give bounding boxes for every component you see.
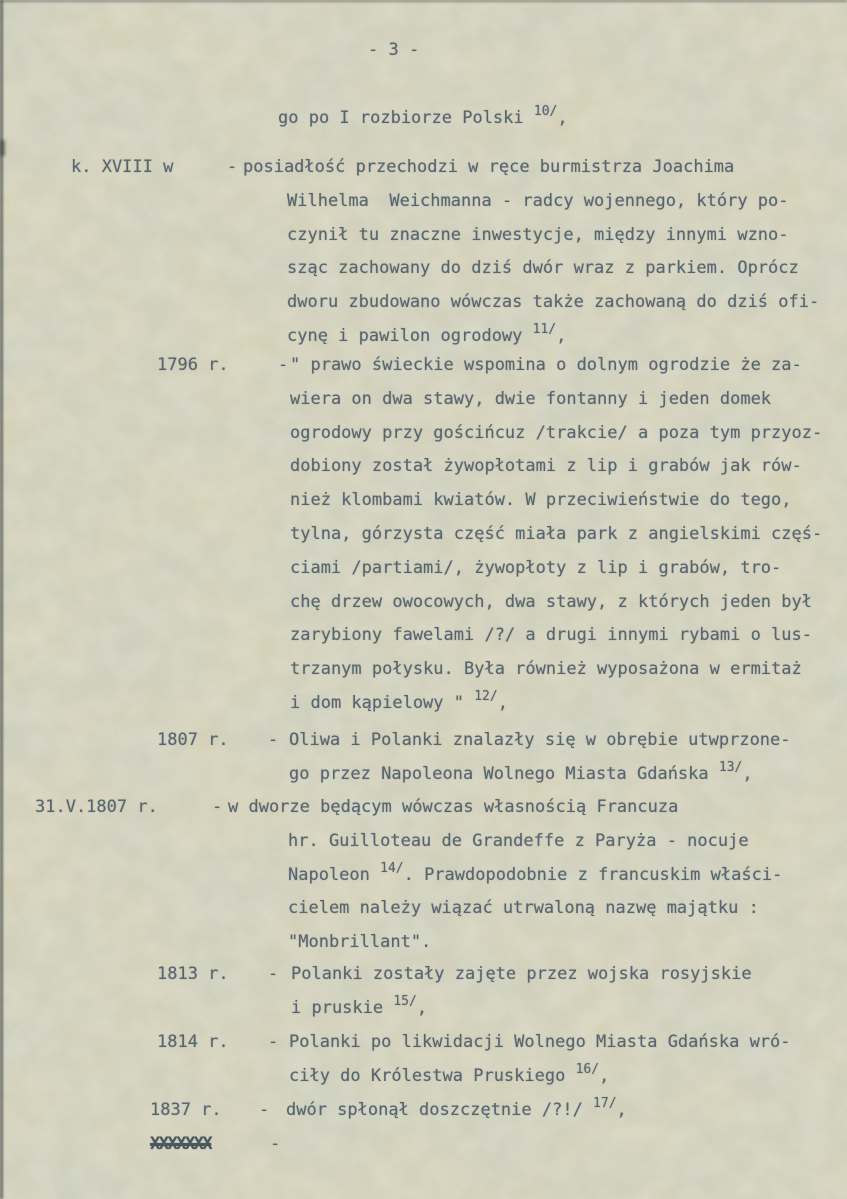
text-segment: trzanym połysku. Była również wyposażona w ermitaż (290, 659, 802, 680)
text-segment: i dom kąpielowy " (290, 692, 475, 713)
text-segment: , (416, 997, 428, 1018)
entry-date-label: 1813 r. (157, 964, 229, 984)
entry-text-line (287, 286, 847, 320)
footnote-ref: 12/ (474, 688, 498, 704)
entry-body (286, 1094, 847, 1128)
scan-smudge (0, 140, 5, 156)
entry-text-line (288, 825, 847, 859)
text-segment: cielem należy wiązać utrwaloną nazwę majątku : (288, 898, 759, 919)
entry-text-line (243, 151, 847, 185)
text-segment: cynę i pawilon ogrodowy (287, 325, 533, 346)
footnote-ref: 17/ (593, 1096, 617, 1111)
entry-text-line (291, 958, 847, 992)
text-segment: ciły do Królestwa Pruskiego (289, 1065, 576, 1086)
text-segment: , (599, 1065, 610, 1086)
text-segment: Polanki po likwidacji Wolnego Miasta Gdańska wró- (289, 1032, 791, 1052)
timeline-entry (0, 958, 847, 1026)
entry-date-label: 1837 r. (150, 1100, 222, 1120)
entry-text-line (290, 653, 847, 687)
timeline-entry (0, 151, 847, 354)
entry-date-label: 1807 r. (157, 730, 229, 750)
entry-dash: - (268, 730, 279, 750)
footnote-ref: 13/ (718, 759, 743, 775)
text-segment: , (497, 692, 508, 713)
entry-dash: - (268, 1032, 279, 1052)
text-segment: Oliwa i Polanki znalazły się w obrębie utwprzone- (289, 730, 791, 750)
text-segment: tylna, górzysta część miała park z angielskimi częś- (290, 523, 823, 544)
entry-date-label: k. XVIII w (71, 157, 174, 177)
entry-text-line (289, 1026, 847, 1060)
entry-date-label: 1796 r. (157, 355, 229, 375)
entry-body (228, 791, 847, 960)
entry-dash: - (227, 157, 238, 177)
entry-dash: - (268, 964, 279, 984)
entry-text-line (287, 219, 847, 253)
entry-text-line (290, 349, 847, 383)
scan-edge-left (0, 0, 3, 1199)
footnote-ref: 11/ (532, 321, 557, 337)
entry-dash: - (270, 1134, 281, 1154)
entry-text-line (287, 252, 847, 286)
entry-dash: - (212, 797, 223, 817)
text-segment: go przez Napoleona Wolnego Miasta Gdańska (289, 763, 719, 784)
text-segment: , (557, 108, 568, 128)
text-segment: hr. Guilloteau de Grandeffe z Paryża - nocuje (288, 830, 749, 851)
entry-text-line (291, 992, 847, 1026)
entry-text-line (290, 383, 847, 417)
timeline-entry (0, 1094, 847, 1128)
footnote-ref: 14/ (380, 860, 404, 876)
timeline-entry (0, 791, 847, 960)
text-segment: , (616, 1100, 627, 1120)
text-segment: nież klombami kwiatów. W przeciwieństwie do tego, (290, 490, 792, 511)
text-segment: go po I rozbiorze Polski (278, 108, 534, 128)
text-segment: ciami /partiami/, żywopłoty z lip i grabów, tro- (290, 557, 782, 578)
text-segment: . Prawdopodobnie z francuskim właści- (403, 864, 783, 885)
entry-dash: - (278, 355, 289, 375)
text-segment: wiera on dwa stawy, dwie fontanny i jeden domek (290, 388, 772, 409)
text-segment: , (556, 325, 567, 346)
timeline-entry (0, 349, 847, 721)
entry-text-line (290, 518, 847, 552)
footnote-ref: 10/ (533, 104, 558, 119)
text-segment: dworu zbudowano wówczas także zachowaną do dziś ofi- (287, 292, 820, 313)
text-segment: zarybiony fawelami /?/ a drugi innymi rybami o lus- (290, 625, 812, 646)
text-segment: , (742, 763, 753, 784)
intro-continuation-line (278, 102, 568, 136)
text-segment: w dworze będącym wówczas własnością Francuza (228, 797, 679, 817)
entry-body (289, 724, 847, 792)
page-number: - 3 - (368, 40, 420, 60)
text-segment: Napoleon (288, 864, 381, 885)
entry-text-line (289, 1060, 847, 1094)
text-segment: posiadłość przechodzi w ręce burmistrza Joachima (243, 157, 735, 177)
timeline-entry (0, 724, 847, 792)
text-segment: dobiony został żywopłotami z lip i grabów jak rów- (290, 456, 802, 477)
entry-body (291, 958, 847, 1026)
entry-text-line (290, 586, 847, 620)
entry-text-line (290, 619, 847, 653)
entry-text-line (290, 484, 847, 518)
entry-text-line (288, 926, 847, 960)
text-segment: chę drzew owocowych, dwa stawy, z których jeden był (290, 591, 812, 612)
entry-date-label: 31.V.1807 r. (35, 797, 158, 817)
footnote-ref: 15/ (393, 993, 417, 1009)
entry-text-line (288, 859, 847, 893)
text-segment: i pruskie (291, 997, 394, 1018)
entry-text-line (289, 724, 847, 758)
text-segment: Polanki zostały zajęte przez wojska rosyjskie (291, 964, 752, 984)
entry-dash: - (259, 1100, 270, 1120)
entry-text-line (228, 791, 847, 825)
entry-date-label: XXXXXXX (150, 1134, 212, 1154)
entry-text-line (290, 687, 847, 721)
entry-text-line (290, 450, 847, 484)
entry-body (289, 1026, 847, 1094)
entry-text-line (288, 892, 847, 926)
entry-text-line (287, 185, 847, 219)
text-segment: sząc zachowany do dziś dwór wraz z parkiem. Oprócz (287, 258, 799, 279)
text-segment: "Monbrillant". (288, 932, 432, 953)
text-segment: czynił tu znaczne inwestycje, między innymi wzno- (287, 224, 789, 245)
scan-edge-top (0, 0, 847, 2)
entry-body (243, 151, 847, 354)
text-segment: Wilhelma Weichmanna - radcy wojennego, który po- (287, 190, 789, 211)
entry-text-line (286, 1094, 847, 1128)
entry-text-line (289, 758, 847, 792)
entry-date-label: 1814 r. (157, 1032, 229, 1052)
text-segment: ogrodowy przy gościńcuz /trakcie/ a poza tym przyoz- (290, 422, 823, 443)
entry-body (290, 349, 847, 721)
text-segment: " prawo świeckie wspomina o dolnym ogrodzie że za- (290, 355, 802, 375)
footnote-ref: 16/ (575, 1061, 600, 1077)
entry-text-line (290, 552, 847, 586)
entry-text-line (290, 417, 847, 451)
text-segment: dwór spłonął doszczętnie /?!/ (286, 1100, 594, 1120)
timeline-entry (0, 1026, 847, 1094)
